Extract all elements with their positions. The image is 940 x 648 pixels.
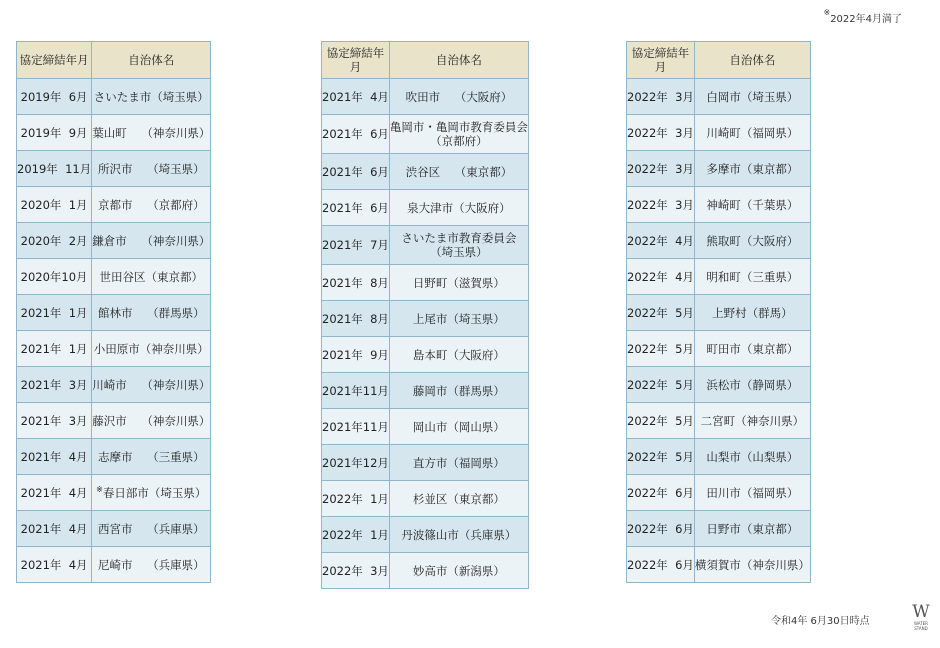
municipality-name: 熊取町（大阪府） xyxy=(706,233,799,248)
agreement-date-cell: 2021年 3月 xyxy=(17,403,92,439)
agreement-date-cell: 2021年 6月 xyxy=(322,190,390,226)
municipality-name: 山梨市（山梨県） xyxy=(706,449,799,464)
municipality-cell xyxy=(694,547,810,583)
municipality-name: 川崎市 （神奈川県） xyxy=(92,377,211,392)
table-row xyxy=(17,511,211,547)
municipality-name: 所沢市 （埼玉県） xyxy=(97,161,205,176)
header-municipality: 自治体名 xyxy=(389,42,528,79)
municipality-name: 浜松市（静岡県） xyxy=(706,377,799,392)
logo-text-line1: WATER xyxy=(914,621,928,626)
municipality-name: 吹田市 （大阪府） xyxy=(405,89,513,104)
agreement-table-1 xyxy=(16,41,211,583)
table-row xyxy=(322,226,529,265)
table-row xyxy=(17,475,211,511)
agreement-date-cell: 2021年 8月 xyxy=(322,265,390,301)
municipality-name: 藤沢市 （神奈川県） xyxy=(92,413,211,428)
table-row xyxy=(322,337,529,373)
table-row xyxy=(322,517,529,553)
table-row xyxy=(627,151,811,187)
municipality-name: 島本町（大阪府） xyxy=(412,347,505,362)
municipality-name: 館林市 （群馬県） xyxy=(97,305,205,320)
municipality-cell xyxy=(694,475,810,511)
agreement-table-3 xyxy=(626,41,811,583)
table-row xyxy=(17,151,211,187)
logo-text-line2: STAND xyxy=(914,626,928,631)
agreement-date-cell: 2022年 1月 xyxy=(322,517,390,553)
table-row xyxy=(627,259,811,295)
municipality-cell xyxy=(92,223,211,259)
table-header-row xyxy=(322,42,529,79)
municipality-cell xyxy=(389,301,528,337)
municipality-cell xyxy=(389,373,528,409)
municipality-name: 葉山町 （神奈川県） xyxy=(92,125,211,140)
agreement-date-cell: 2022年 3月 xyxy=(627,151,695,187)
expired-mark: ※ xyxy=(96,484,103,494)
municipality-name: 藤岡市（群馬県） xyxy=(412,383,505,398)
agreement-date-cell: 2021年 6月 xyxy=(322,115,390,154)
agreement-date-cell: 2021年 4月 xyxy=(17,511,92,547)
table-row xyxy=(17,187,211,223)
municipality-cell xyxy=(92,547,211,583)
municipality-cell xyxy=(694,79,810,115)
agreement-date-cell: 2022年 6月 xyxy=(627,547,695,583)
municipality-cell xyxy=(694,439,810,475)
municipality-cell xyxy=(694,223,810,259)
agreement-date-cell: 2022年 5月 xyxy=(627,439,695,475)
municipality-name: さいたま市（埼玉県） xyxy=(93,89,209,104)
municipality-name: 田川市（福岡県） xyxy=(706,485,799,500)
municipality-cell xyxy=(389,553,528,589)
header-date: 協定締結年月 xyxy=(322,42,390,79)
agreement-date-cell: 2022年 3月 xyxy=(627,79,695,115)
municipality-name: 杉並区（東京都） xyxy=(412,491,505,506)
municipality-cell xyxy=(694,259,810,295)
municipality-cell xyxy=(92,367,211,403)
municipality-name: 春日部市（埼玉県） xyxy=(102,485,207,500)
municipality-cell xyxy=(694,331,810,367)
table-row xyxy=(17,259,211,295)
agreement-table-2 xyxy=(321,41,529,589)
municipality-name: 町田市（東京都） xyxy=(706,341,799,356)
municipality-cell xyxy=(92,475,211,511)
table-row xyxy=(17,115,211,151)
municipality-cell xyxy=(389,337,528,373)
table-row xyxy=(322,445,529,481)
agreement-date-cell: 2021年 4月 xyxy=(17,475,92,511)
agreement-date-cell: 2021年 8月 xyxy=(322,301,390,337)
table-row xyxy=(627,115,811,151)
table-row xyxy=(322,115,529,154)
table-row xyxy=(627,223,811,259)
municipality-name: 横須賀市（神奈川県） xyxy=(694,557,810,572)
municipality-cell xyxy=(389,481,528,517)
expiry-note xyxy=(823,10,902,25)
municipality-name: 世田谷区（東京都） xyxy=(99,269,204,284)
municipality-cell xyxy=(389,115,528,154)
municipality-cell xyxy=(92,295,211,331)
table-row xyxy=(322,190,529,226)
municipality-name: 泉大津市（大阪府） xyxy=(407,200,511,215)
agreement-date-cell: 2022年 3月 xyxy=(322,553,390,589)
table-row xyxy=(17,79,211,115)
table-row xyxy=(17,367,211,403)
municipality-name: 志摩市 （三重県） xyxy=(97,449,205,464)
municipality-cell xyxy=(389,79,528,115)
municipality-name: 尼崎市 （兵庫県） xyxy=(97,557,205,572)
header-municipality: 自治体名 xyxy=(92,42,211,79)
municipality-name: 多摩市（東京都） xyxy=(706,161,799,176)
agreement-date-cell: 2022年 6月 xyxy=(627,511,695,547)
municipality-name: 丹波篠山市（兵庫県） xyxy=(401,527,517,542)
municipality-cell xyxy=(389,226,528,265)
agreement-date-cell: 2021年 1月 xyxy=(17,295,92,331)
municipality-name: 京都市 （京都府） xyxy=(97,197,205,212)
table-row xyxy=(627,367,811,403)
expiry-note-mark: ※ xyxy=(823,8,831,17)
table-header-row xyxy=(17,42,211,79)
municipality-cell xyxy=(92,511,211,547)
municipality-cell xyxy=(694,403,810,439)
municipality-cell xyxy=(92,187,211,223)
agreement-date-cell: 2022年 1月 xyxy=(322,481,390,517)
agreement-date-cell: 2021年 6月 xyxy=(322,154,390,190)
table-row xyxy=(322,79,529,115)
agreement-date-cell: 2019年 6月 xyxy=(17,79,92,115)
municipality-cell xyxy=(92,151,211,187)
agreement-date-cell: 2020年10月 xyxy=(17,259,92,295)
agreement-date-cell: 2020年 1月 xyxy=(17,187,92,223)
agreement-date-cell: 2022年 4月 xyxy=(627,223,695,259)
municipality-name: 岡山市（岡山県） xyxy=(412,419,505,434)
municipality-name: 妙高市（新潟県） xyxy=(412,563,505,578)
municipality-cell xyxy=(92,79,211,115)
agreement-date-cell: 2021年11月 xyxy=(322,409,390,445)
table-row xyxy=(627,511,811,547)
agreement-date-cell: 2021年 4月 xyxy=(322,79,390,115)
water-stand-logo xyxy=(908,603,934,631)
agreement-date-cell: 2021年11月 xyxy=(322,373,390,409)
municipality-cell xyxy=(694,115,810,151)
table-row xyxy=(17,439,211,475)
agreement-date-cell: 2021年 9月 xyxy=(322,337,390,373)
agreement-date-cell: 2021年 7月 xyxy=(322,226,390,265)
header-municipality: 自治体名 xyxy=(694,42,810,79)
agreement-date-cell: 2022年 3月 xyxy=(627,115,695,151)
agreement-date-cell: 2021年12月 xyxy=(322,445,390,481)
agreement-date-cell: 2022年 5月 xyxy=(627,295,695,331)
table-row xyxy=(322,265,529,301)
table-row xyxy=(322,373,529,409)
table-row xyxy=(322,553,529,589)
municipality-cell xyxy=(389,409,528,445)
table-row xyxy=(17,547,211,583)
municipality-name: 上野村（群馬） xyxy=(712,305,793,320)
municipality-cell xyxy=(92,439,211,475)
table-row xyxy=(17,403,211,439)
municipality-name: 二宮町（神奈川県） xyxy=(700,413,805,428)
municipality-name: 神崎町（千葉県） xyxy=(706,197,799,212)
municipality-cell xyxy=(389,265,528,301)
municipality-cell xyxy=(389,517,528,553)
table-row xyxy=(322,409,529,445)
table-row xyxy=(627,475,811,511)
agreement-date-cell: 2022年 5月 xyxy=(627,403,695,439)
table-row xyxy=(322,301,529,337)
municipality-name: 小田原市（神奈川県） xyxy=(93,341,209,356)
table-header-row xyxy=(627,42,811,79)
municipality-cell xyxy=(694,187,810,223)
municipality-name: 白岡市（埼玉県） xyxy=(706,89,799,104)
municipality-cell xyxy=(694,511,810,547)
agreement-date-cell: 2022年 4月 xyxy=(627,259,695,295)
municipality-cell xyxy=(92,331,211,367)
agreement-date-cell: 2021年 1月 xyxy=(17,331,92,367)
table-row xyxy=(322,481,529,517)
municipality-cell xyxy=(389,154,528,190)
header-date: 協定締結年月 xyxy=(627,42,695,79)
agreement-date-cell: 2020年 2月 xyxy=(17,223,92,259)
municipality-cell xyxy=(389,445,528,481)
table-row xyxy=(627,79,811,115)
municipality-name: 日野市（東京都） xyxy=(706,521,799,536)
agreement-date-cell: 2021年 4月 xyxy=(17,547,92,583)
municipality-name: 亀岡市・亀岡市教育委員会 （京都府） xyxy=(389,120,528,148)
table-row xyxy=(322,154,529,190)
table-row xyxy=(17,223,211,259)
agreement-date-cell: 2021年 4月 xyxy=(17,439,92,475)
agreement-date-cell: 2022年 5月 xyxy=(627,367,695,403)
table-row xyxy=(627,439,811,475)
agreement-date-cell: 2022年 6月 xyxy=(627,475,695,511)
table-row xyxy=(17,295,211,331)
municipality-cell xyxy=(389,190,528,226)
table-row xyxy=(627,403,811,439)
table-row xyxy=(627,187,811,223)
municipality-cell xyxy=(92,403,211,439)
header-date: 協定締結年月 xyxy=(17,42,92,79)
municipality-cell xyxy=(92,115,211,151)
municipality-cell xyxy=(92,259,211,295)
municipality-name: 西宮市 （兵庫県） xyxy=(97,521,205,536)
table-row xyxy=(627,295,811,331)
as-of-date-note: 令和4年 6月30日時点 xyxy=(771,616,870,627)
logo-mark: W xyxy=(912,602,930,622)
municipality-name: 上尾市（埼玉県） xyxy=(412,311,505,326)
municipality-cell xyxy=(694,367,810,403)
agreement-date-cell: 2019年 9月 xyxy=(17,115,92,151)
table-row xyxy=(17,331,211,367)
expiry-note-text: 2022年4月満了 xyxy=(830,14,902,25)
municipality-name: 日野町（滋賀県） xyxy=(412,275,505,290)
municipality-name: 直方市（福岡県） xyxy=(412,455,505,470)
agreement-date-cell: 2021年 3月 xyxy=(17,367,92,403)
municipality-cell xyxy=(694,151,810,187)
agreement-date-cell: 2022年 5月 xyxy=(627,331,695,367)
agreement-date-cell: 2019年 11月 xyxy=(17,151,92,187)
municipality-cell xyxy=(694,295,810,331)
municipality-name: 明和町（三重県） xyxy=(706,269,799,284)
agreement-date-cell: 2022年 3月 xyxy=(627,187,695,223)
table-row xyxy=(627,547,811,583)
municipality-name: 鎌倉市 （神奈川県） xyxy=(92,233,211,248)
municipality-name: さいたま市教育委員会 （埼玉県） xyxy=(401,231,517,259)
municipality-name: 川崎町（福岡県） xyxy=(706,125,799,140)
table-row xyxy=(627,331,811,367)
municipality-name: 渋谷区 （東京都） xyxy=(405,164,513,179)
